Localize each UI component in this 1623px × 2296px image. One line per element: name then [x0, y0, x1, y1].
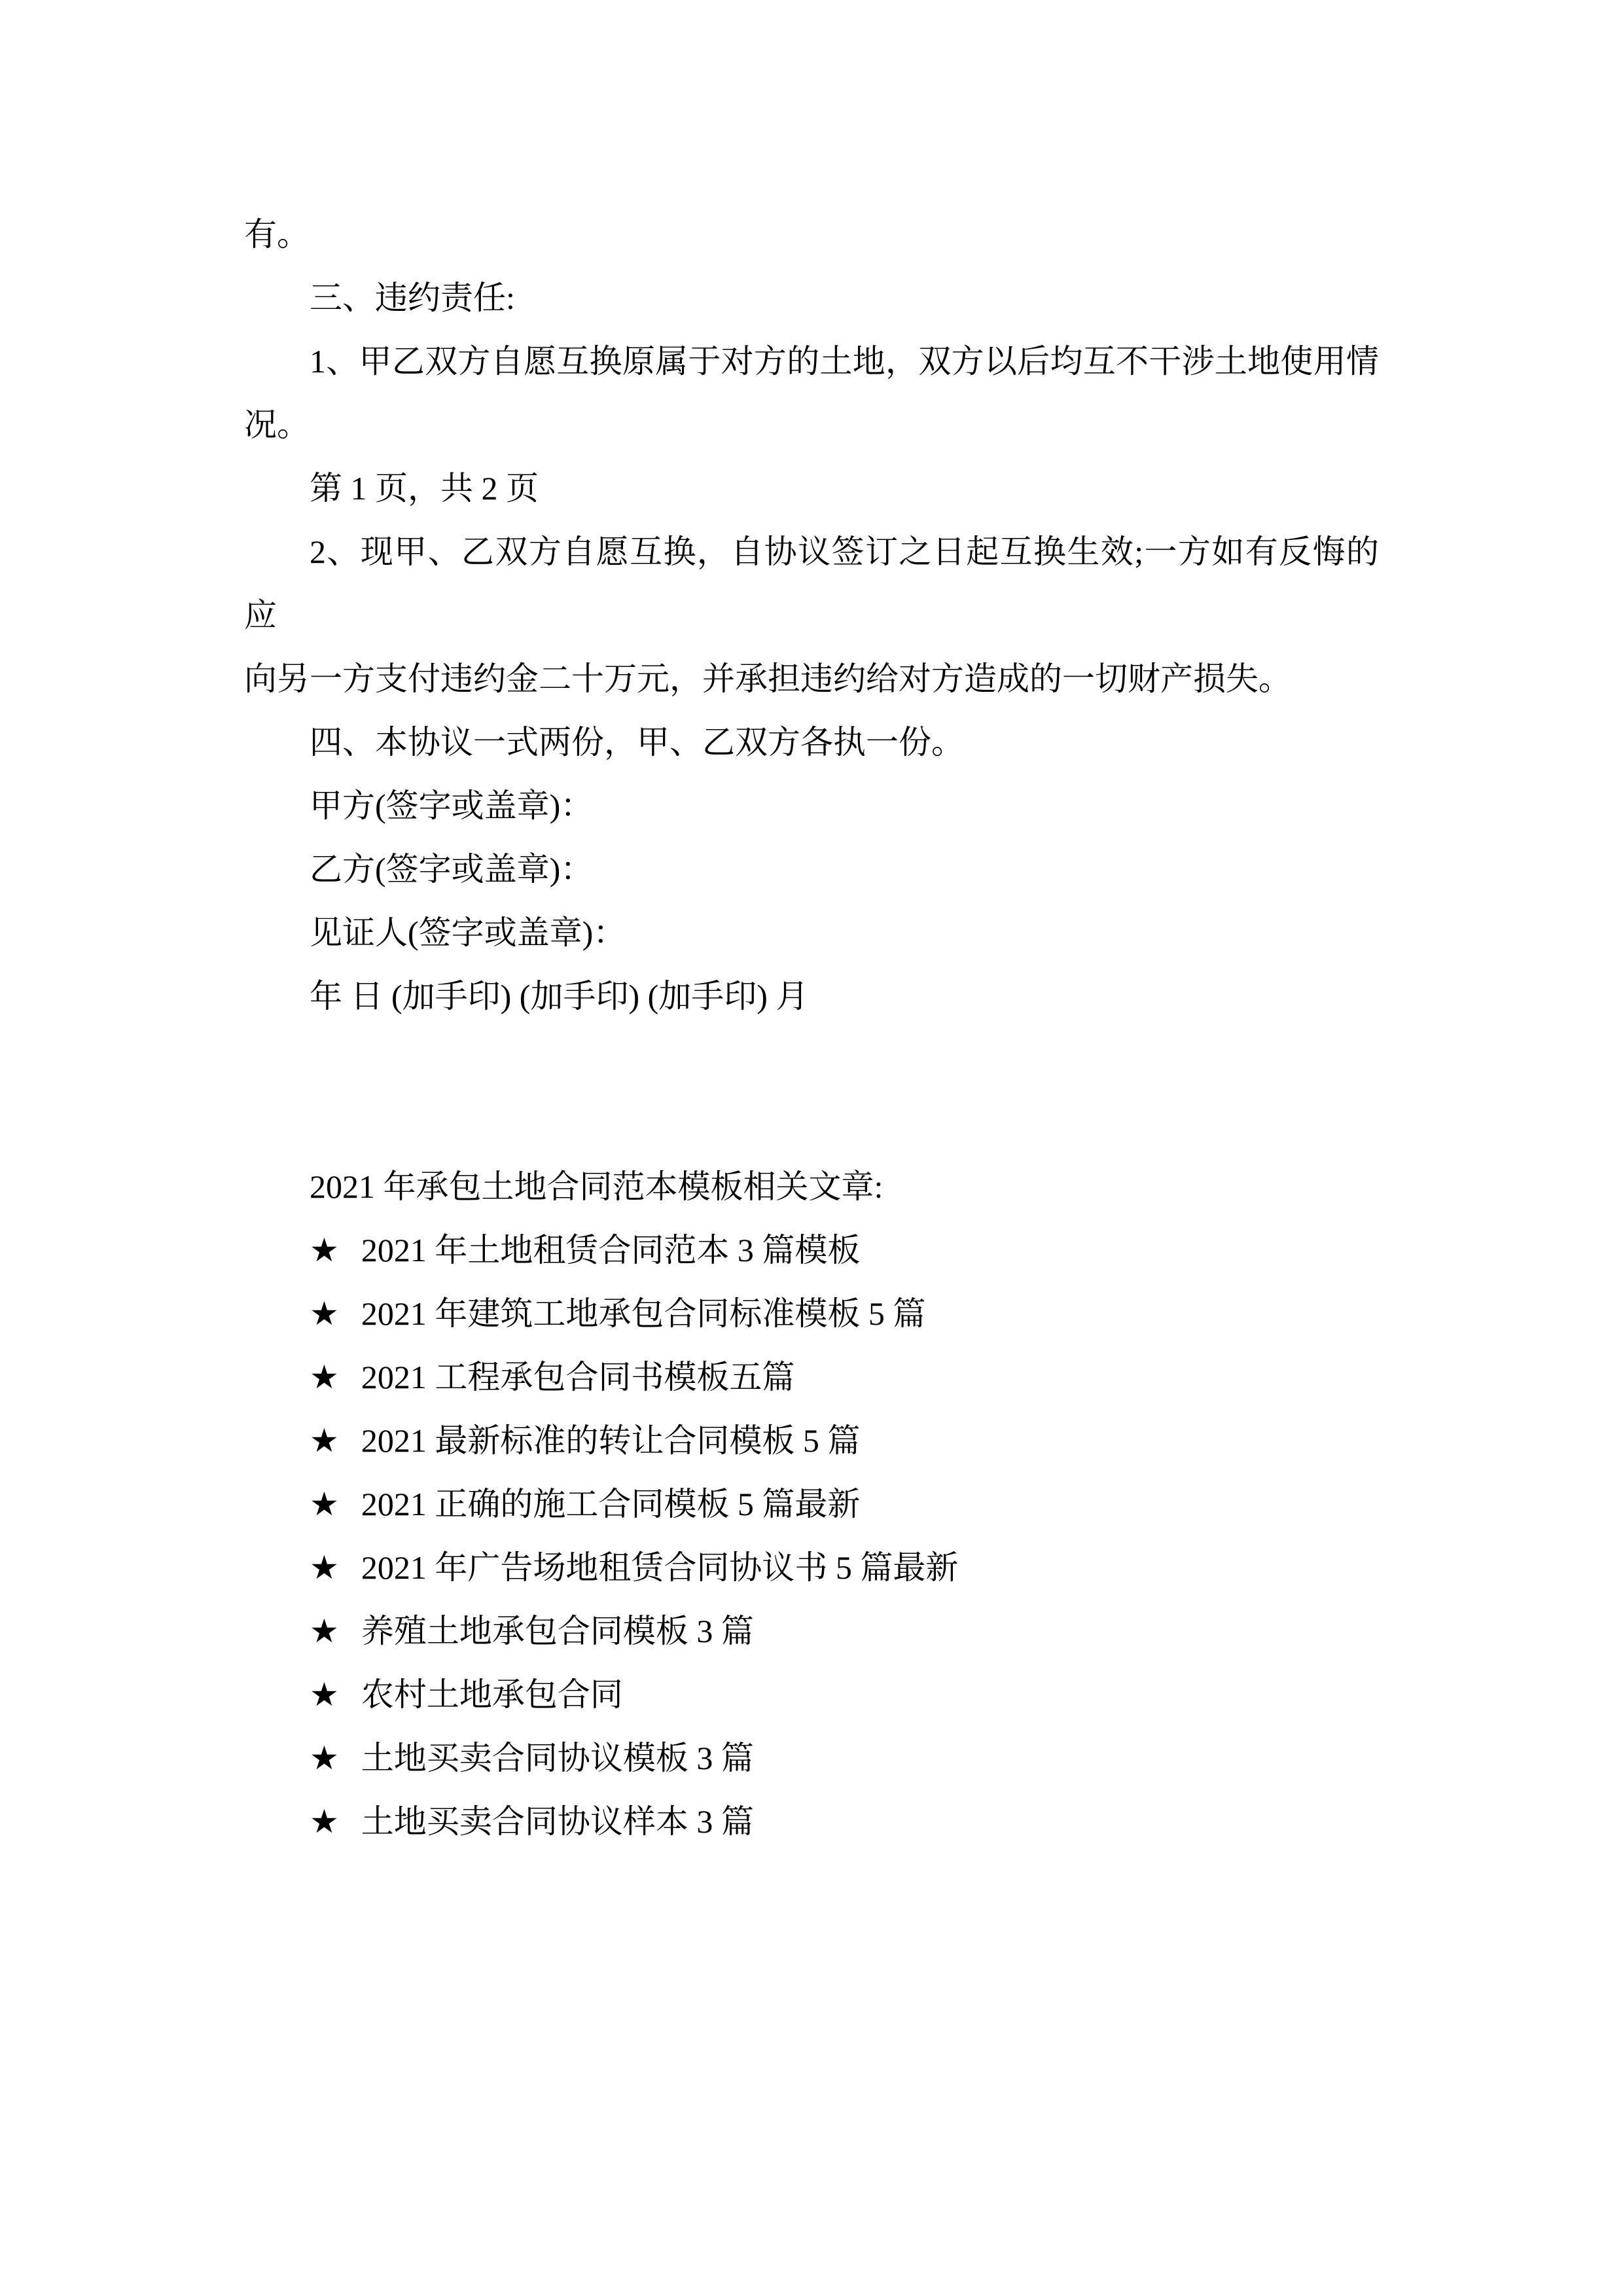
list-item	[244, 1600, 1379, 1663]
text-line: 年 日 (加手印) (加手印) (加手印) 月	[310, 978, 809, 1014]
star-icon: ★	[310, 1549, 339, 1586]
text-line: 1、甲乙双方自愿互换原属于对方的土地，双方以后均互不干涉土地使用情	[310, 343, 1379, 380]
list-item	[244, 1727, 1379, 1790]
star-icon: ★	[310, 1486, 339, 1522]
list-item-label: 2021 正确的施工合同模板 5 篇最新	[361, 1486, 861, 1522]
blank-line	[244, 1028, 1379, 1092]
list-item-label: 2021 最新标准的转让合同模板 5 篇	[361, 1422, 861, 1459]
text-line: 甲方(签字或盖章)：	[310, 787, 594, 824]
list-item-label: 土地买卖合同协议模板 3 篇	[361, 1740, 754, 1776]
list-item-label: 2021 年土地租赁合同范本 3 篇模板	[361, 1232, 861, 1268]
list-item-label: 2021 年建筑工地承包合同标准模板 5 篇	[361, 1295, 926, 1332]
list-item	[244, 1219, 1379, 1282]
text-line: 第 1 页，共 2 页	[310, 470, 539, 507]
list-item	[244, 1473, 1379, 1536]
blank-line	[244, 1092, 1379, 1155]
list-item	[244, 1790, 1379, 1854]
list-item	[244, 1536, 1379, 1600]
list-item-label: 2021 年广告场地租赁合同协议书 5 篇最新	[361, 1549, 959, 1586]
text-line: 乙方(签字或盖章)：	[310, 851, 594, 888]
text-line: 2、现甲、乙双方自愿互换，自协议签订之日起互换生效;一方如有反悔的应	[244, 533, 1379, 634]
document-body	[244, 203, 1379, 1854]
list-item-label: 农村土地承包合同	[361, 1676, 623, 1713]
list-item-label: 2021 工程承包合同书模板五篇	[361, 1359, 795, 1395]
star-icon: ★	[310, 1232, 339, 1268]
star-icon: ★	[310, 1613, 339, 1649]
star-icon: ★	[310, 1676, 339, 1713]
text-line: 2021 年承包土地合同范本模板相关文章:	[310, 1168, 883, 1205]
star-icon: ★	[310, 1359, 339, 1395]
text-line: 况。	[244, 406, 310, 443]
list-item	[244, 1409, 1379, 1473]
star-icon: ★	[310, 1803, 339, 1840]
text-line: 有。	[244, 216, 310, 253]
text-line: 见证人(签字或盖章)：	[310, 914, 626, 951]
text-line: 四、本协议一式两份，甲、乙双方各执一份。	[310, 724, 964, 761]
star-icon: ★	[310, 1740, 339, 1776]
list-item	[244, 1282, 1379, 1346]
list-item-label: 土地买卖合同协议样本 3 篇	[361, 1803, 754, 1840]
star-icon: ★	[310, 1295, 339, 1332]
list-item-label: 养殖土地承包合同模板 3 篇	[361, 1613, 754, 1649]
list-item	[244, 1346, 1379, 1409]
text-line: 三、违约责任:	[310, 279, 515, 316]
star-icon: ★	[310, 1422, 339, 1459]
list-item	[244, 1663, 1379, 1727]
text-line: 向另一方支付违约金二十万元，并承担违约给对方造成的一切财产损失。	[244, 660, 1291, 697]
